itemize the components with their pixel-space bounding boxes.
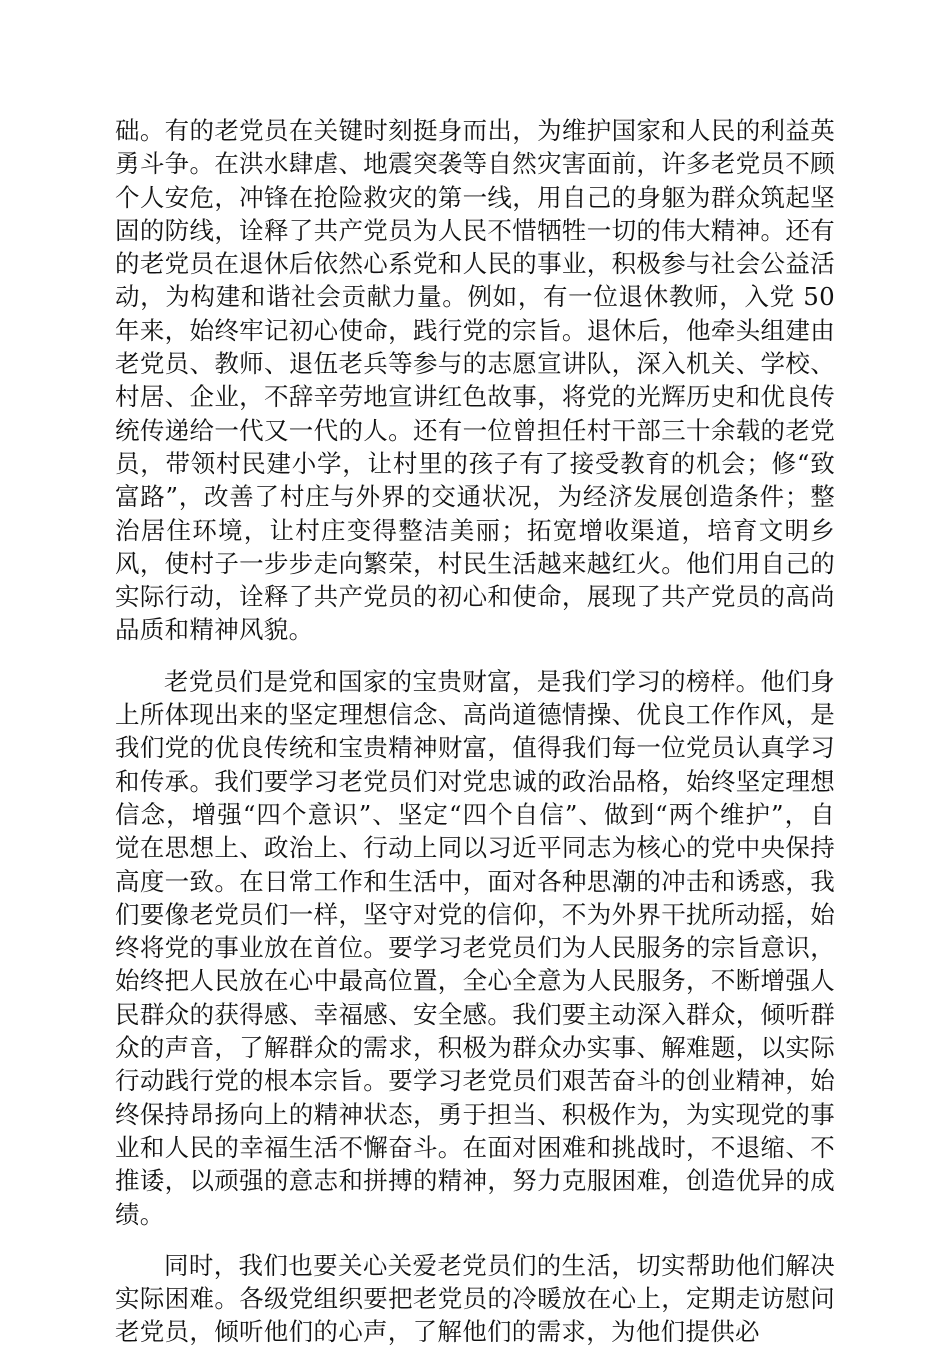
- document-body: [115, 114, 835, 1349]
- paragraph-1: 础。有的老党员在关键时刻挺身而出，为维护国家和人民的利益英勇斗争。在洪水肆虐、地震突袭等自然灾害面前，许多老党员不顾个人安危，冲锋在抢险救灾的第一线，用自己的身躯为群众筑起坚固的防线，诠释了共产党员为人民不惜牺牲一切的伟大精神。还有的老党员在退休后依然心系党和人民的事业，积极参与社会公益活动，为构建和谐社会贡献力量。例如，有一位退休教师，入党 50 年来，始终牢记初心使命，践行党的宗旨。退休后，他牵头组建由老党员、教师、退伍老兵等参与的志愿宣讲队，深入机关、学校、村居、企业，不辞辛劳地宣讲红色故事，将党的光辉历史和优良传统传递给一代又一代的人。还有一位曾担任村干部三十余载的老党员，带领村民建小学，让村里的孩子有了接受教育的机会；修“致富路”，改善了村庄与外界的交通状况，为经济发展创造条件；整治居住环境，让村庄变得整洁美丽；拓宽增收渠道，培育文明乡风，使村子一步步走向繁荣，村民生活越来越红火。他们用自己的实际行动，诠释了共产党员的初心和使命，展现了共产党员的高尚品质和精神风貌。: [115, 116, 835, 645]
- paragraph-2: 老党员们是党和国家的宝贵财富，是我们学习的榜样。他们身上所体现出来的坚定理想信念、高尚道德情操、优良工作作风，是我们党的优良传统和宝贵精神财富，值得我们每一位党员认真学习和传承。我们要学习老党员们对党忠诚的政治品格，始终坚定理想信念，增强“四个意识”、坚定“四个自信”、做到“两个维护”，自觉在思想上、政治上、行动上同以习近平同志为核心的党中央保持高度一致。在日常工作和生活中，面对各种思潮的冲击和诱惑，我们要像老党员们一样，坚守对党的信仰，不为外界干扰所动摇，始终将党的事业放在首位。要学习老党员们为人民服务的宗旨意识，始终把人民放在心中最高位置，全心全意为人民服务，不断增强人民群众的获得感、幸福感、安全感。我们要主动深入群众，倾听群众的声音，了解群众的需求，积极为群众办实事、解难题，以实际行动践行党的根本宗旨。要学习老党员们艰苦奋斗的创业精神，始终保持昂扬向上的精神状态，勇于担当、积极作为，为实现党的事业和人民的幸福生活不懈奋斗。在面对困难和挑战时，不退缩、不推诿，以顽强的意志和拼搏的精神，努力克服困难，创造优异的成绩。: [115, 666, 835, 1229]
- paragraph-3: 同时，我们也要关心关爱老党员们的生活，切实帮助他们解决实际困难。各级党组织要把老党员的冷暖放在心上，定期走访慰问老党员，倾听他们的心声，了解他们的需求，为他们提供必: [115, 1250, 835, 1347]
